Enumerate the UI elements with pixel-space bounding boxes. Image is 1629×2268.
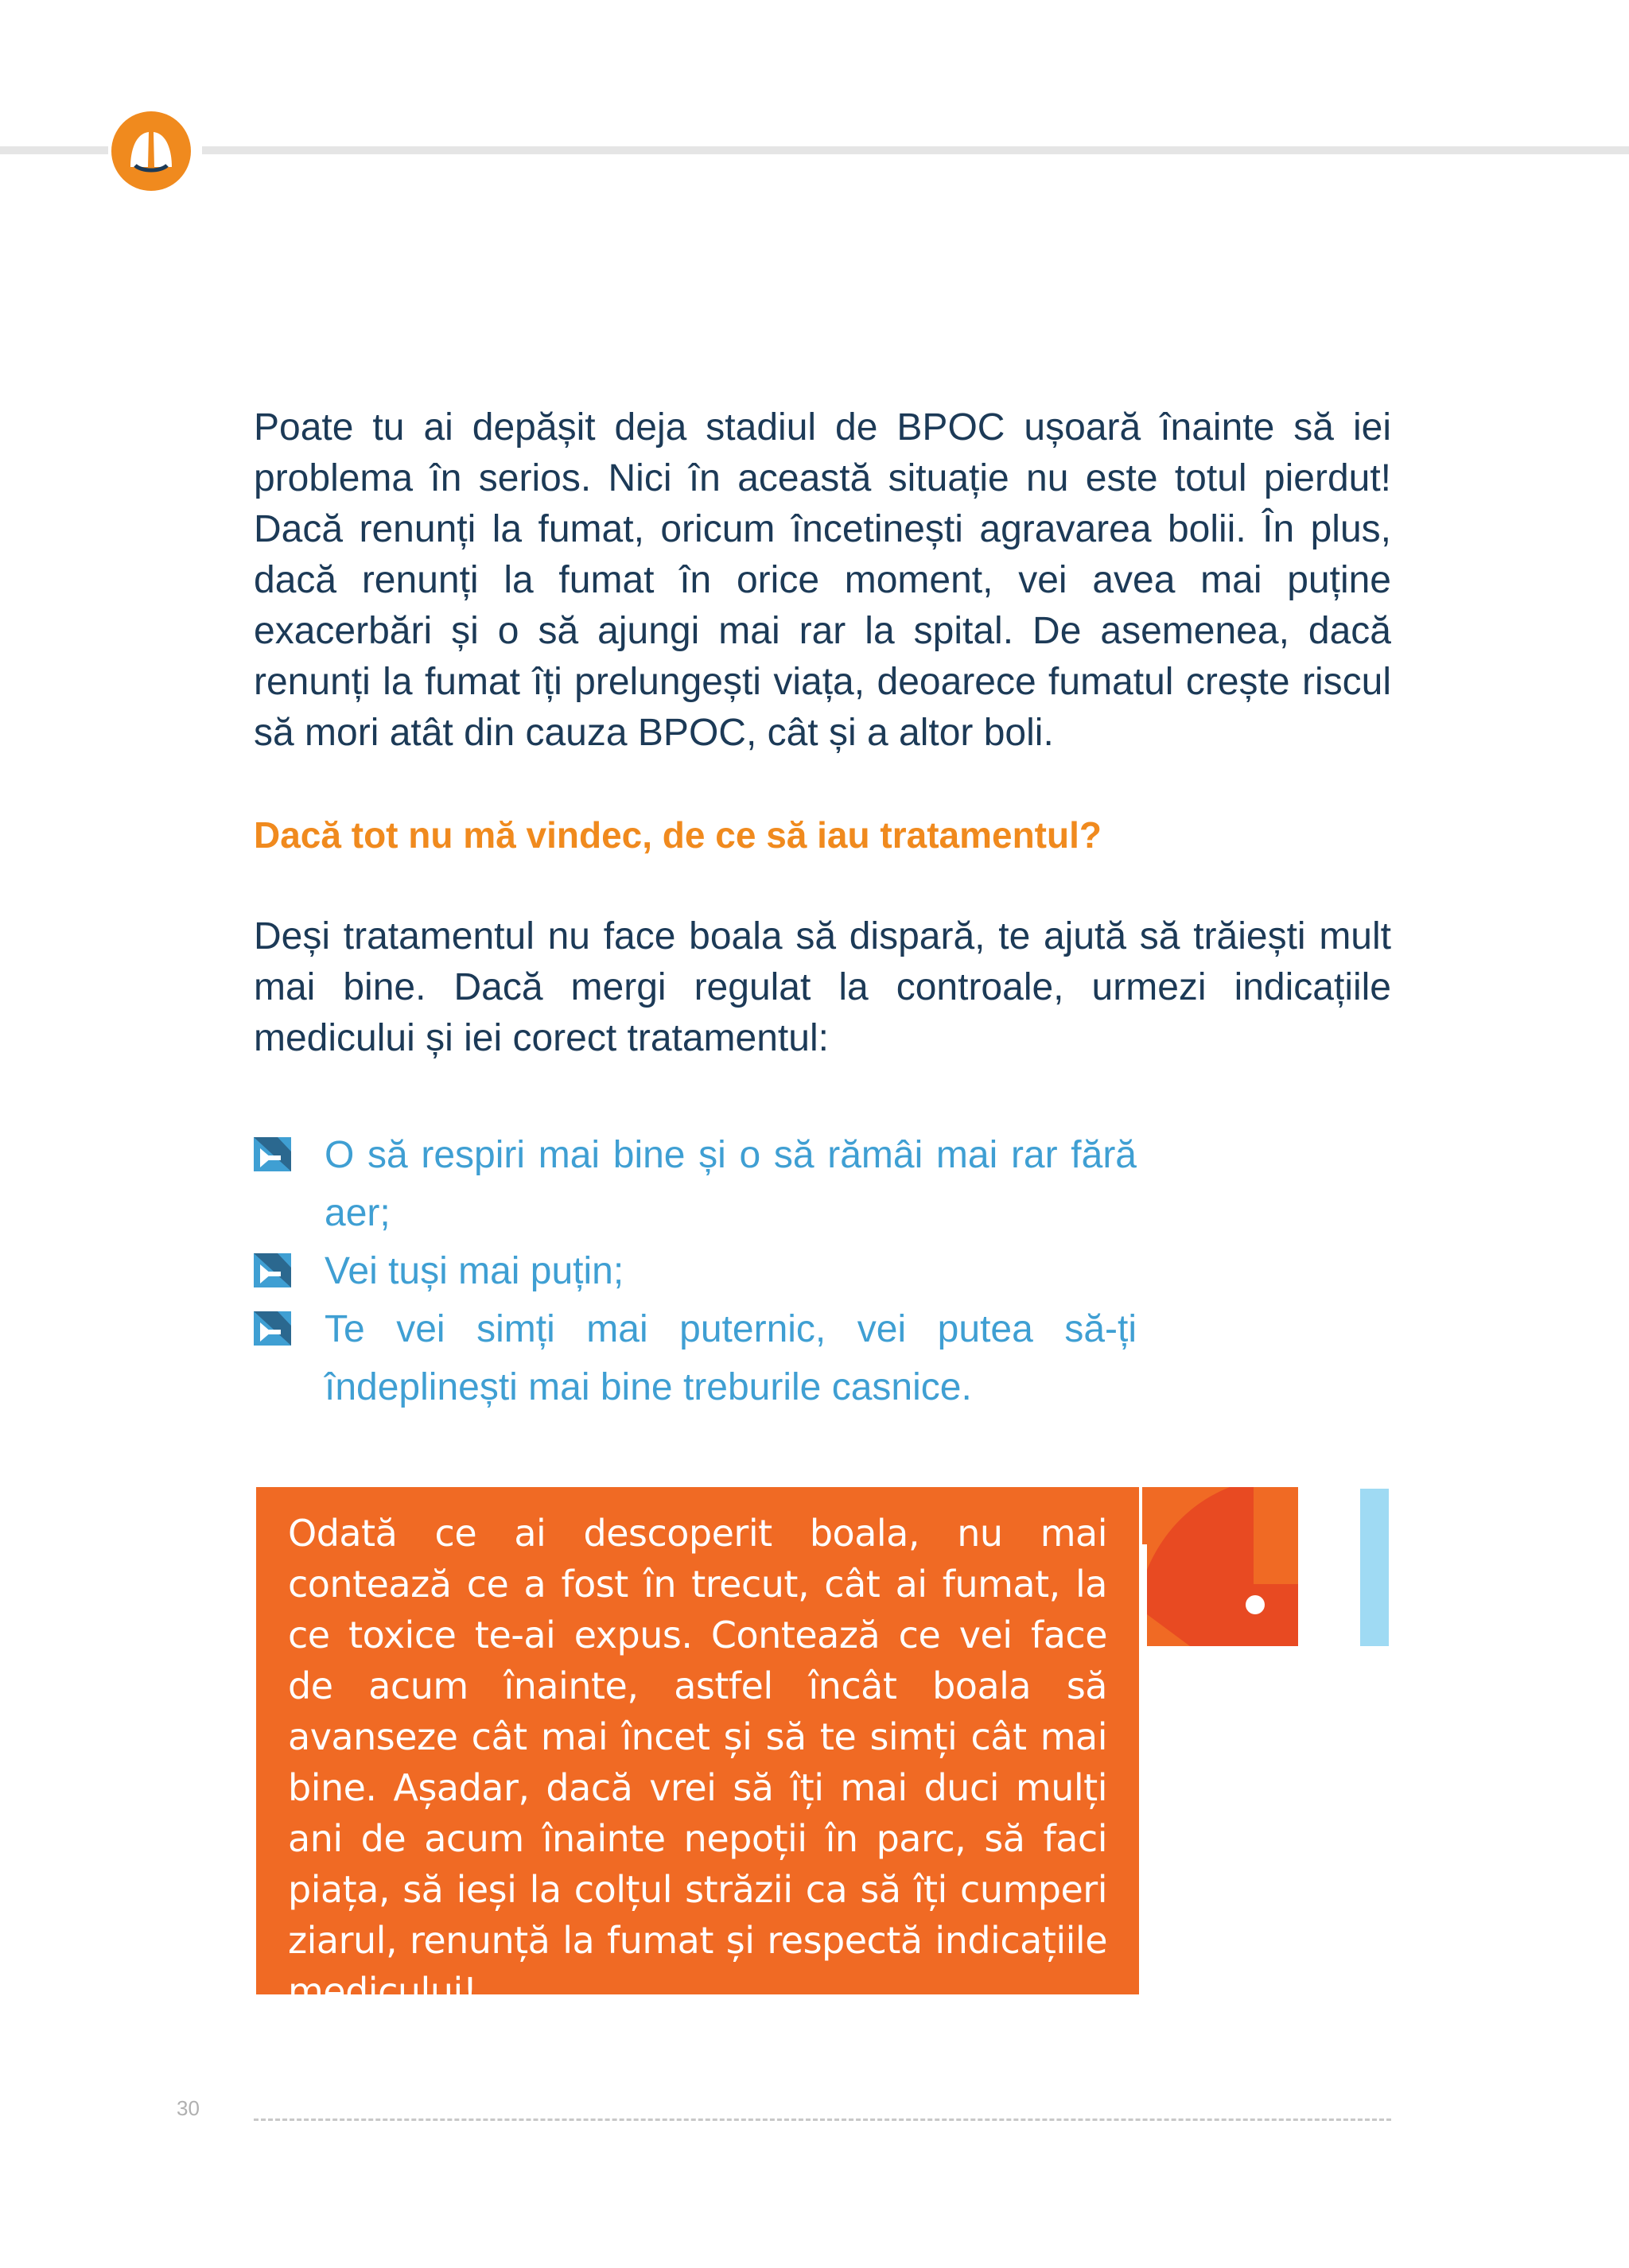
decorative-bar (1360, 1489, 1389, 1646)
list-item (254, 1242, 1137, 1300)
lungs-icon (111, 111, 191, 191)
footer-rule (254, 2118, 1391, 2121)
callout-text: Odată ce ai descoperit boala, nu mai contează ce a fost în trecut, cât ai fumat, la ce toxice te-ai expus. Contează ce vei face de acum înainte, astfel încât boala să avanseze cât mai încet și să te simți cât mai bine. Așadar, dacă vrei să îți mai duci mulți ani de acum înainte nepoții în parc, să faci piața, să ieși la colțul străzii ca să îți cumperi ziarul, renunță la fumat și respectă indicațiile medicului! (288, 1512, 1107, 2013)
arrow-bullet-icon (254, 1253, 291, 1287)
benefits-list (254, 1126, 1137, 1416)
header-rule-left (0, 146, 108, 154)
list-item-text: O să respiri mai bine și o să rămâi mai rar fără aer; (325, 1134, 1137, 1234)
list-item (254, 1126, 1137, 1242)
section-heading: Dacă tot nu mă vindec, de ce să iau tratamentul? (254, 814, 1102, 856)
list-item-text: Vei tuși mai puțin; (325, 1250, 624, 1292)
arrow-bullet-icon (254, 1137, 291, 1171)
section-paragraph: Deși tratamentul nu face boala să dispară, te ajută să trăiești mult mai bine. Dacă mergi regulat la controale, urmezi indicațiile medicului și iei corect tratamentul: (254, 915, 1391, 1059)
list-item (254, 1300, 1137, 1416)
header-rule-right (202, 146, 1629, 154)
list-item-text: Te vei simți mai puternic, vei putea să-ți îndeplinești mai bine treburile casnice. (325, 1308, 1137, 1408)
arrow-bullet-icon (254, 1311, 291, 1346)
page-number: 30 (177, 2096, 200, 2120)
callout-box (256, 1487, 1139, 2013)
exclamation-icon (1142, 1487, 1298, 1648)
intro-paragraph: Poate tu ai depășit deja stadiul de BPOC ușoară înainte să iei problema în serios. Nici în această situație nu este totul pierdut! Dacă renunți la fumat, oricum încetinești agravarea bolii. În plus, dacă renunți la fumat în orice moment, vei avea mai puține exacerbări și o să ajungi mai rar la spital. De asemenea, dacă renunți la fumat îți prelungești viața, deoarece fumatul crește riscul să mori atât din cauza BPOC, cât și a altor boli. (254, 406, 1391, 754)
